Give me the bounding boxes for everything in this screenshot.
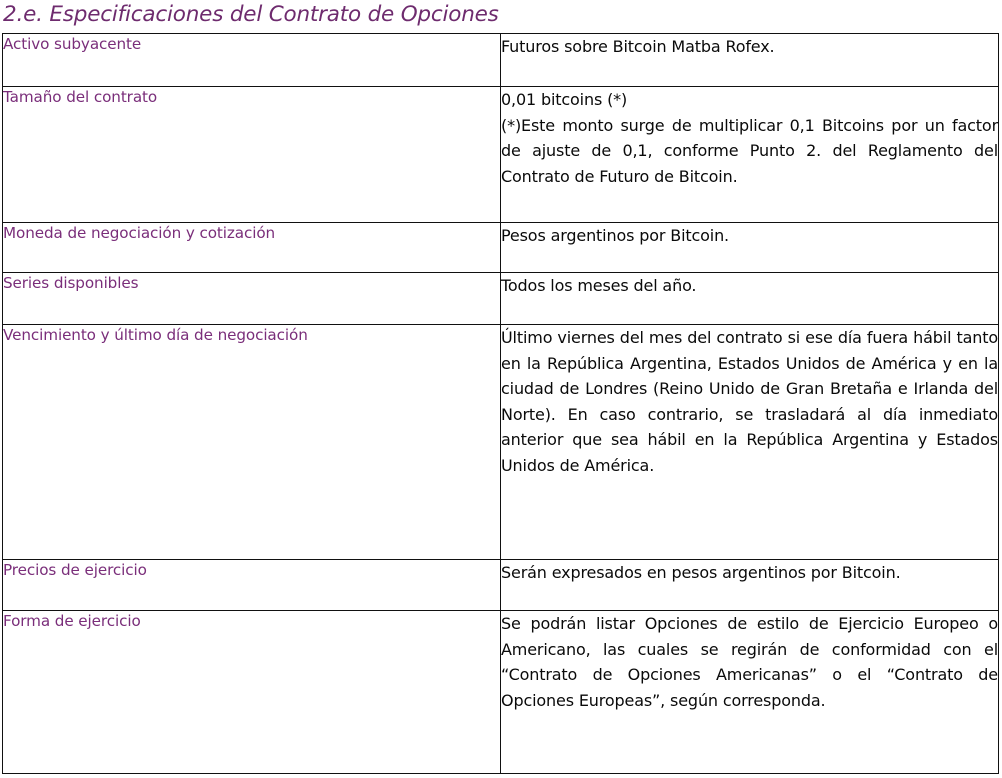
spec-value-precios-ejercicio: Serán expresados en pesos argentinos por Bitcoin. [501, 563, 901, 582]
page-title: 2.e. Especificaciones del Contrato de Opciones [3, 2, 499, 27]
spec-value-cell [501, 611, 999, 774]
spec-value-cell [501, 273, 999, 325]
spec-label-activo-subyacente: Activo subyacente [3, 35, 142, 53]
spec-value-tamano-note: (*)Este monto surge de multiplicar 0,1 Bitcoins por un factor de ajuste de 0,1, conforme Punto 2. del Reglamento del Contrato de Futuro de Bitcoin. [501, 115, 998, 186]
spec-value-cell [501, 87, 999, 223]
table-row [3, 273, 999, 325]
table-row [3, 87, 999, 223]
spec-value-moneda-negociacion: Pesos argentinos por Bitcoin. [501, 226, 729, 245]
table-row [3, 560, 999, 611]
spec-value-cell [501, 34, 999, 87]
table-row [3, 223, 999, 273]
spec-value-cell [501, 325, 999, 560]
spec-label-moneda-negociacion: Moneda de negociación y cotización [3, 224, 276, 242]
spec-label-tamano-del-contrato: Tamaño del contrato [3, 88, 158, 106]
spec-label-series-disponibles: Series disponibles [3, 274, 139, 292]
spec-label-cell [3, 560, 501, 611]
spec-label-cell [3, 34, 501, 87]
spec-label-cell [3, 325, 501, 560]
spec-label-precios-ejercicio: Precios de ejercicio [3, 561, 147, 579]
spec-value-vencimiento: Último viernes del mes del contrato si ese día fuera hábil tanto en la República Argentina, Estados Unidos de América y en la ciudad de Londres (Reino Unido de Gran Bretaña e Irlanda del Norte). En caso contrario, se trasladará al día inmediato anterior que sea hábil en la República Argentina y Estados Unidos de América. [501, 328, 998, 475]
spec-label-cell [3, 87, 501, 223]
spec-value-series-disponibles: Todos los meses del año. [501, 276, 697, 295]
table-row [3, 34, 999, 87]
spec-label-vencimiento: Vencimiento y último día de negociación [3, 326, 308, 344]
spec-label-cell [3, 273, 501, 325]
spec-value-activo-subyacente: Futuros sobre Bitcoin Matba Rofex. [501, 37, 775, 56]
spec-label-cell [3, 223, 501, 273]
spec-label-cell [3, 611, 501, 774]
contract-specifications-table [2, 33, 999, 774]
spec-value-tamano-first-line: 0,01 bitcoins (*) [501, 90, 628, 109]
table-row [3, 611, 999, 774]
spec-label-forma-ejercicio: Forma de ejercicio [3, 612, 141, 630]
spec-value-cell [501, 223, 999, 273]
table-row [3, 325, 999, 560]
spec-value-forma-ejercicio: Se podrán listar Opciones de estilo de Ejercicio Europeo o Americano, las cuales se regirán de conformidad con el “Contrato de Opciones Americanas” o el “Contrato de Opciones Europeas”, según corresponda. [501, 614, 998, 710]
spec-value-cell [501, 560, 999, 611]
